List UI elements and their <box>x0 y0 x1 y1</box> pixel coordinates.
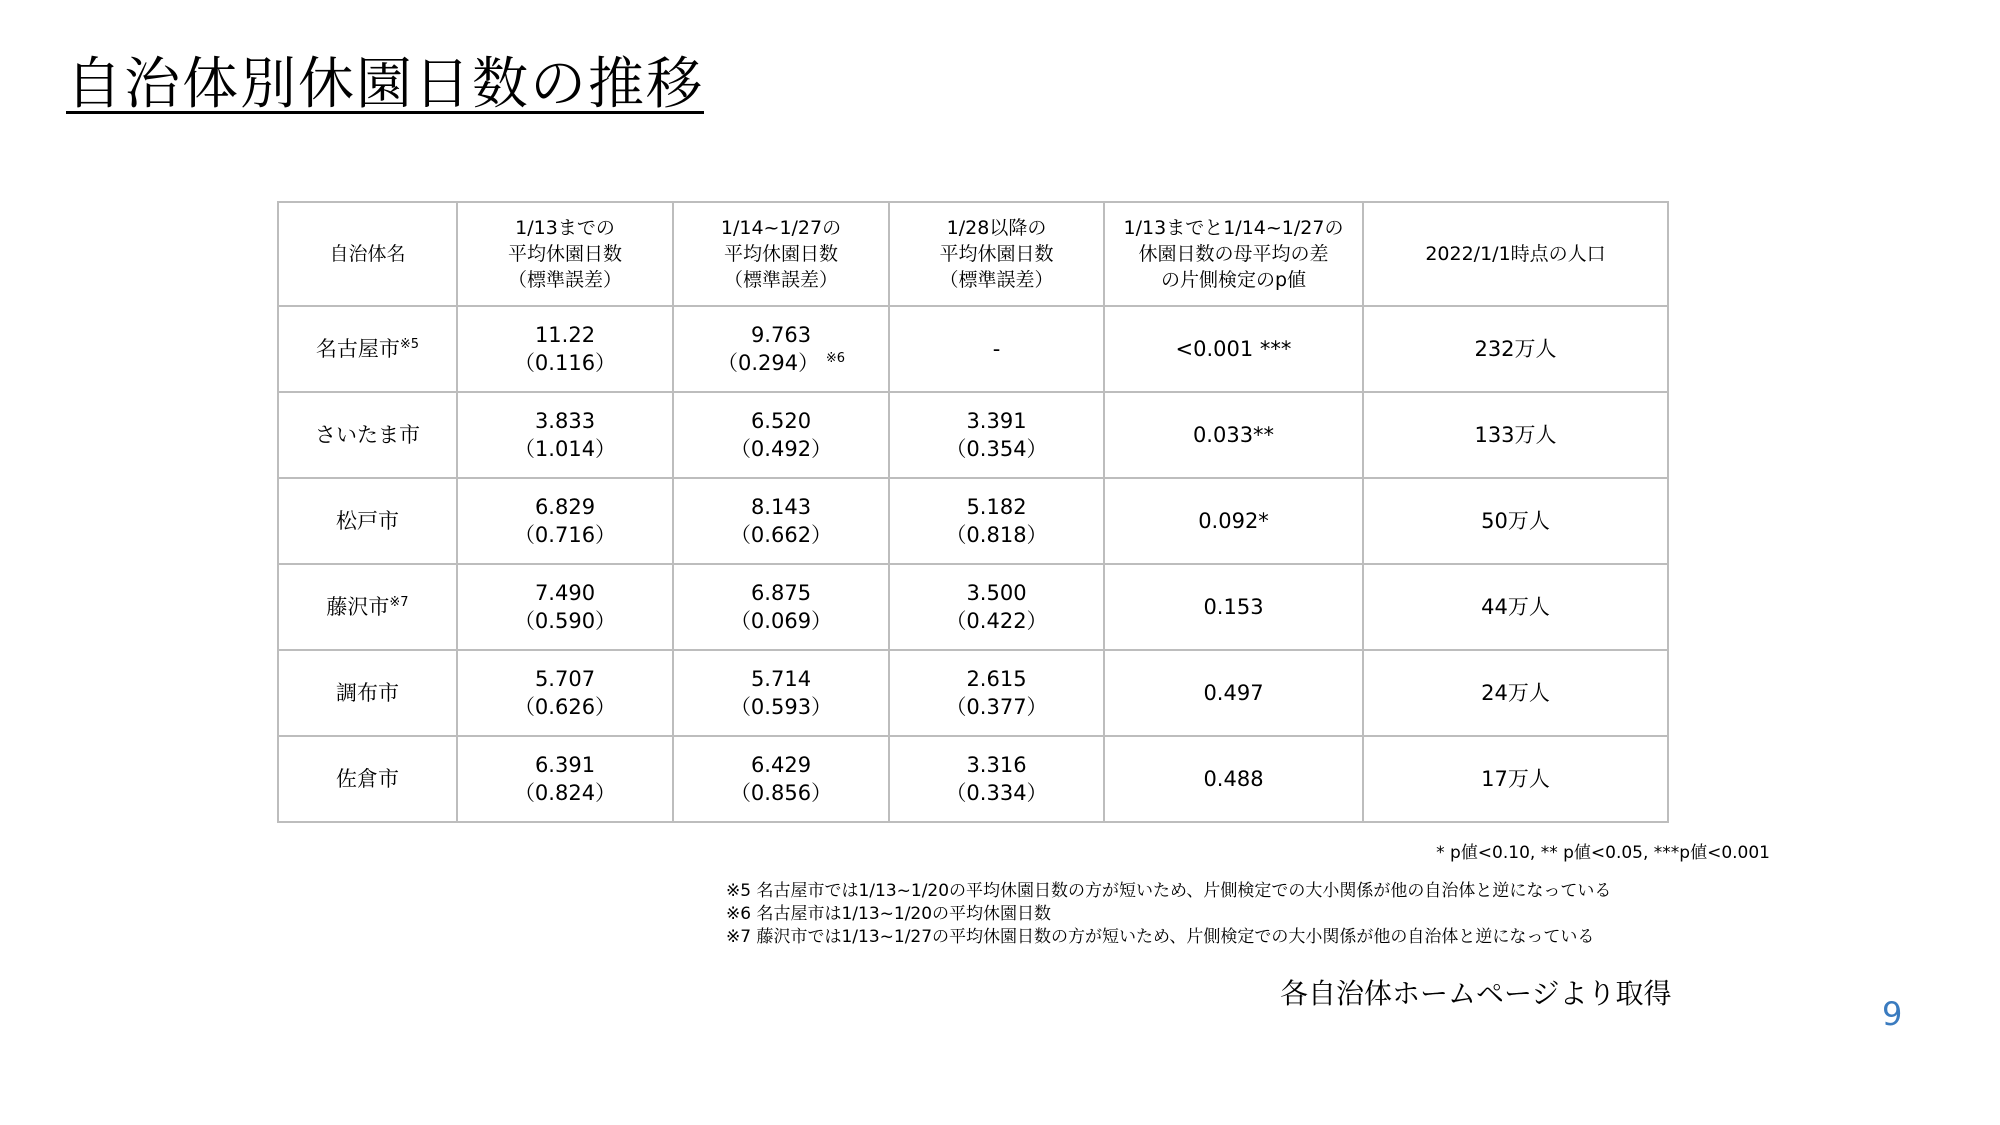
source-note: 各自治体ホームページより取得 <box>1280 977 1672 1010</box>
population-cell: 133万人 <box>1363 392 1668 478</box>
municipality-cell: さいたま市 <box>278 392 457 478</box>
footnote-mark: ※5 <box>399 337 420 352</box>
table-row <box>278 650 1668 736</box>
p-value-cell: 0.153 <box>1104 564 1363 650</box>
page-title: 自治体別休園日数の推移 <box>66 52 704 117</box>
0114-0127-cell: 6.875 （0.069） <box>673 564 889 650</box>
page-number: 9 <box>1882 995 1903 1033</box>
population-cell: 50万人 <box>1363 478 1668 564</box>
municipality-cell: 調布市 <box>278 650 457 736</box>
until-0113-cell: 6.829 （0.716） <box>457 478 673 564</box>
population-cell: 232万人 <box>1363 306 1668 392</box>
footnote-mark: ※6 <box>825 351 845 366</box>
municipality-cell: 藤沢市$^{※7}$ <box>278 564 457 650</box>
table-header-row <box>278 202 1668 306</box>
table-row <box>278 564 1668 650</box>
after-0128-cell: 3.500 （0.422） <box>889 564 1104 650</box>
p-value-cell: 0.033** <box>1104 392 1363 478</box>
p-value-cell: 0.092* <box>1104 478 1363 564</box>
significance-note: * p値<0.10, ** p値<0.05, ***p値<0.001 <box>1436 843 1770 863</box>
population-cell: 24万人 <box>1363 650 1668 736</box>
footnotes <box>726 880 1611 949</box>
header-population: 2022/1/1時点の人口 <box>1363 202 1668 306</box>
header-p-value: 1/13までと1/14~1/27の 休園日数の母平均の差 の片側検定のp値 <box>1104 202 1363 306</box>
p-value-cell: 0.488 <box>1104 736 1363 822</box>
after-0128-cell: 2.615 （0.377） <box>889 650 1104 736</box>
municipality-cell: 名古屋市$^{※5}$ <box>278 306 457 392</box>
footnote-5: ※5 名古屋市では1/13~1/20の平均休園日数の方が短いため、片側検定での大小関係が他の自治体と逆になっている <box>726 881 1612 901</box>
0114-0127-cell: 9.763 （0.294） $^{※6}$ <box>673 306 889 392</box>
0114-0127-cell: 5.714 （0.593） <box>673 650 889 736</box>
header-until-0113: 1/13までの 平均休園日数 （標準誤差） <box>457 202 673 306</box>
municipality-cell: 松戸市 <box>278 478 457 564</box>
table-row <box>278 306 1668 392</box>
table-row <box>278 736 1668 822</box>
until-0113-cell: 3.833 （1.014） <box>457 392 673 478</box>
population-cell: 17万人 <box>1363 736 1668 822</box>
until-0113-cell: 6.391 （0.824） <box>457 736 673 822</box>
table-row <box>278 478 1668 564</box>
municipality-cell: 佐倉市 <box>278 736 457 822</box>
after-0128-cell: - <box>889 306 1104 392</box>
after-0128-cell: 3.391 （0.354） <box>889 392 1104 478</box>
p-value-cell: 0.497 <box>1104 650 1363 736</box>
closure-days-table <box>277 201 1669 823</box>
header-0114-0127: 1/14~1/27の 平均休園日数 （標準誤差） <box>673 202 889 306</box>
until-0113-cell: 7.490 （0.590） <box>457 564 673 650</box>
table-row <box>278 392 1668 478</box>
after-0128-cell: 5.182 （0.818） <box>889 478 1104 564</box>
until-0113-cell: 11.22 （0.116） <box>457 306 673 392</box>
population-cell: 44万人 <box>1363 564 1668 650</box>
footnote-6: ※6 名古屋市は1/13~1/20の平均休園日数 <box>726 904 1052 924</box>
until-0113-cell: 5.707 （0.626） <box>457 650 673 736</box>
p-value-cell: <0.001 *** <box>1104 306 1363 392</box>
0114-0127-cell: 6.429 （0.856） <box>673 736 889 822</box>
after-0128-cell: 3.316 （0.334） <box>889 736 1104 822</box>
footnote-mark: ※7 <box>389 595 409 610</box>
header-municipality: 自治体名 <box>278 202 457 306</box>
0114-0127-cell: 8.143 （0.662） <box>673 478 889 564</box>
0114-0127-cell: 6.520 （0.492） <box>673 392 889 478</box>
header-after-0128: 1/28以降の 平均休園日数 （標準誤差） <box>889 202 1104 306</box>
footnote-7: ※7 藤沢市では1/13~1/27の平均休園日数の方が短いため、片側検定での大小関係が他の自治体と逆になっている <box>726 927 1595 947</box>
